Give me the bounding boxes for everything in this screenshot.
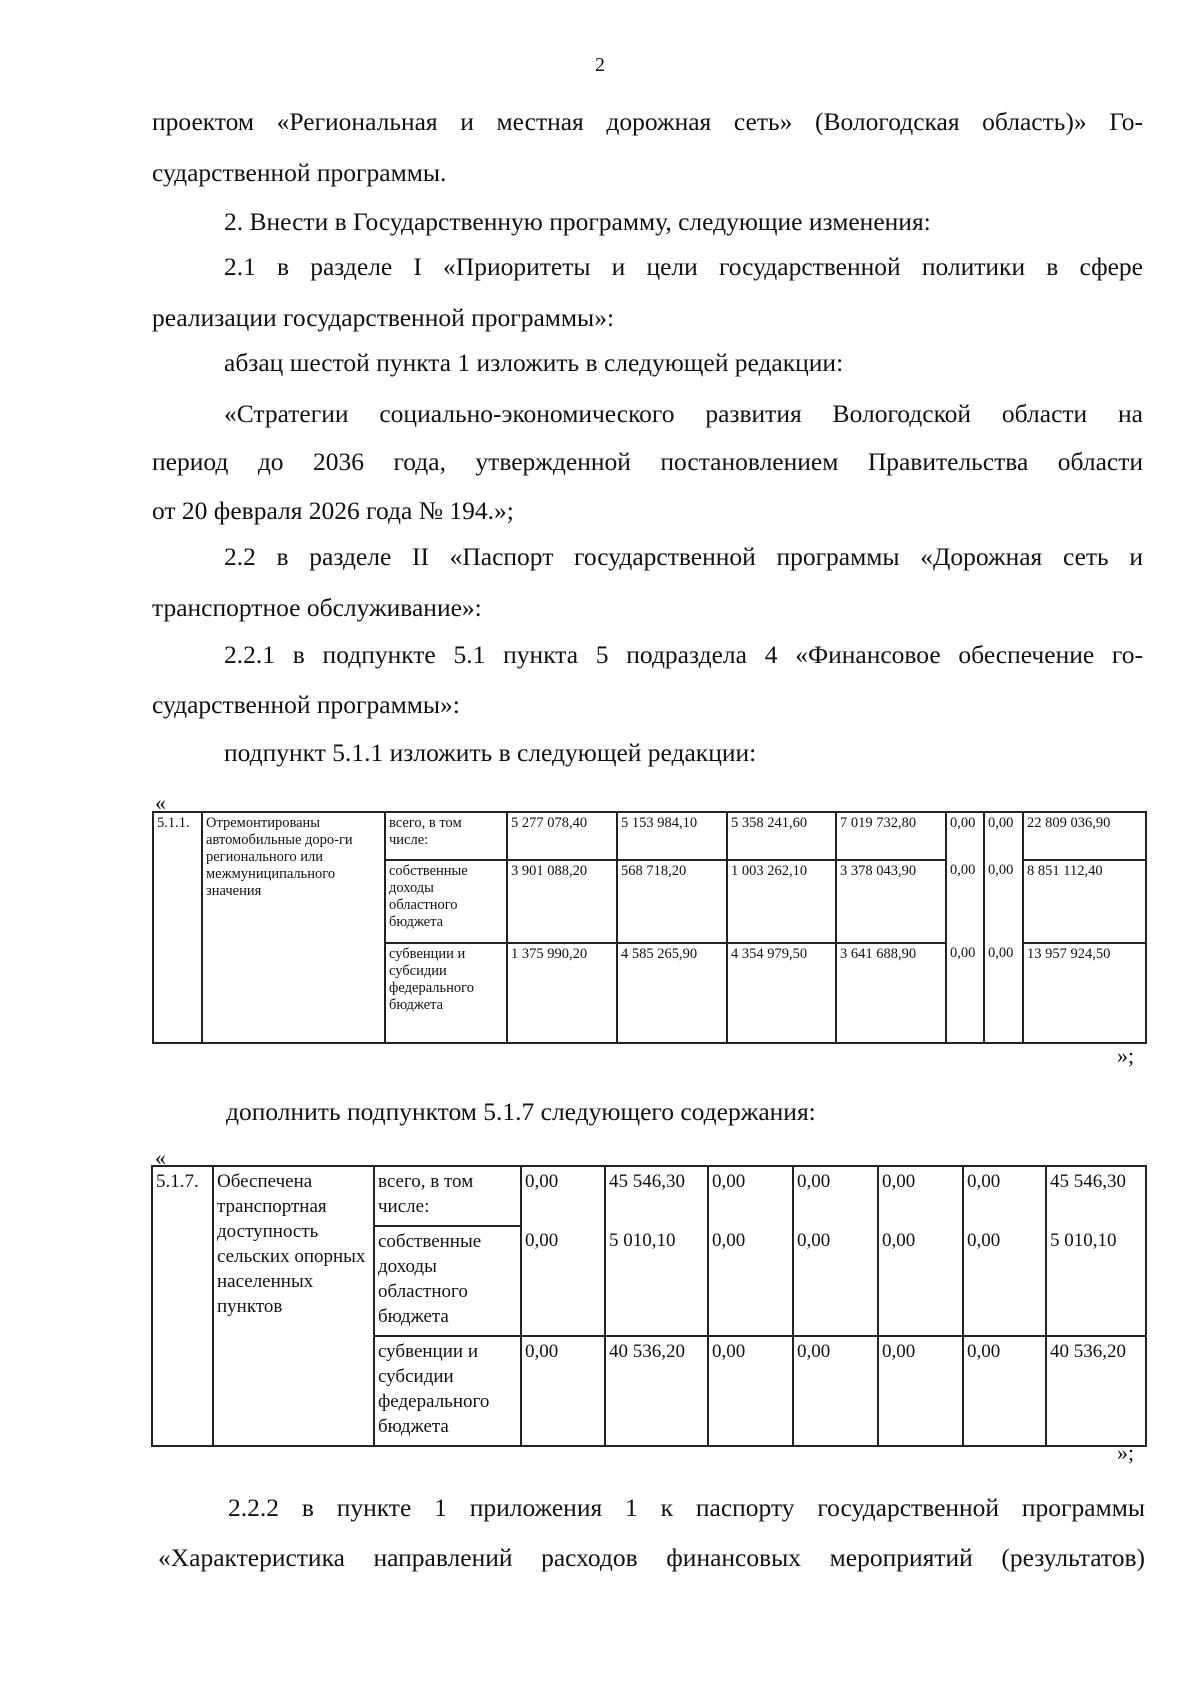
- closing-quote: »;: [1117, 1043, 1135, 1068]
- value-cell: 4 354 979,50: [727, 943, 836, 1043]
- value-cell: 568 718,20: [617, 860, 727, 943]
- row-name-cell: Отремонтированы автомобильные доро-ги регионального или межмуниципального значения: [202, 812, 385, 1043]
- funding-source-cell: субвенции и субсидии федерального бюджета: [385, 943, 507, 1043]
- paragraph-line: транспортное обслуживание»:: [152, 593, 482, 622]
- total-cell: 13 957 924,50: [1023, 943, 1146, 1043]
- table-row: [152, 1166, 1146, 1226]
- funding-source-cell: собственные доходы областного бюджета: [374, 1226, 521, 1336]
- value-cell: 0,00: [946, 860, 984, 943]
- value-cell: 0,00: [793, 1226, 878, 1336]
- paragraph-line: период до 2036 года, утвержденной постановлением Правительства области: [152, 447, 1143, 476]
- value-cell: 3 378 043,90: [836, 860, 946, 943]
- value-cell: 0,00: [521, 1226, 605, 1336]
- value-cell: 0,00: [878, 1226, 963, 1336]
- value-cell: 0,00: [984, 812, 1023, 860]
- funding-source-cell: всего, в том числе:: [374, 1166, 521, 1226]
- value-cell: 3 901 088,20: [507, 860, 617, 943]
- value-cell: 0,00: [708, 1226, 793, 1336]
- value-cell: 3 641 688,90: [836, 943, 946, 1043]
- value-cell: 4 585 265,90: [617, 943, 727, 1043]
- value-cell: 5 277 078,40: [507, 812, 617, 860]
- paragraph-line: «Стратегии социально-экономического развития Вологодской области на: [224, 399, 1143, 428]
- value-cell: 0,00: [946, 943, 984, 1043]
- paragraph-line: абзац шестой пункта 1 изложить в следующей редакции:: [224, 348, 844, 377]
- value-cell: 5 153 984,10: [617, 812, 727, 860]
- value-cell: 0,00: [708, 1166, 793, 1226]
- paragraph-line: 2.2 в разделе II «Паспорт государственной программы «Дорожная сеть и: [224, 542, 1143, 571]
- total-cell: 45 546,30: [1046, 1166, 1146, 1226]
- value-cell: 0,00: [963, 1166, 1046, 1226]
- table-5-1-7: [151, 1165, 1147, 1447]
- value-cell: 1 375 990,20: [507, 943, 617, 1043]
- value-cell: 0,00: [963, 1226, 1046, 1336]
- total-cell: 5 010,10: [1046, 1226, 1146, 1336]
- paragraph-line: «Характеристика направлений расходов финансовых мероприятий (результатов): [158, 1543, 1145, 1572]
- paragraph-line: 2. Внести в Государственную программу, следующие изменения:: [224, 207, 931, 236]
- paragraph-line: 2.1 в разделе I «Приоритеты и цели государственной политики в сфере: [224, 252, 1143, 281]
- paragraph-line: проектом «Региональная и местная дорожная сеть» (Вологодская область)» Го-: [152, 107, 1143, 136]
- closing-quote: »;: [1117, 1440, 1135, 1465]
- paragraph-line: от 20 февраля 2026 года № 194.»;: [152, 496, 514, 525]
- row-number-cell: 5.1.7.: [152, 1166, 213, 1446]
- value-cell: 0,00: [946, 812, 984, 860]
- page-number: 2: [595, 54, 605, 76]
- value-cell: 0,00: [793, 1166, 878, 1226]
- value-cell: 0,00: [963, 1336, 1046, 1446]
- funding-source-cell: всего, в том числе:: [385, 812, 507, 860]
- opening-quote: «: [155, 1145, 166, 1170]
- value-cell: 0,00: [793, 1336, 878, 1446]
- row-number-cell: 5.1.1.: [153, 812, 202, 1043]
- funding-source-cell: собственные доходы областного бюджета: [385, 860, 507, 943]
- paragraph-line: реализации государственной программы»:: [152, 303, 615, 332]
- table-5-1-1: [152, 811, 1147, 1044]
- value-cell: 0,00: [984, 943, 1023, 1043]
- paragraph-line: сударственной программы.: [152, 158, 447, 187]
- value-cell: 0,00: [878, 1336, 963, 1446]
- opening-quote: «: [155, 790, 166, 815]
- total-cell: 40 536,20: [1046, 1336, 1146, 1446]
- value-cell: 0,00: [521, 1336, 605, 1446]
- value-cell: 45 546,30: [605, 1166, 708, 1226]
- paragraph-line: 2.2.2 в пункте 1 приложения 1 к паспорту государственной программы: [228, 1493, 1145, 1522]
- funding-source-cell: субвенции и субсидии федерального бюджета: [374, 1336, 521, 1446]
- paragraph-line: подпункт 5.1.1 изложить в следующей редакции:: [224, 738, 757, 767]
- table-row: [153, 812, 1146, 860]
- paragraph-line: сударственной программы»:: [152, 690, 460, 719]
- value-cell: 40 536,20: [605, 1336, 708, 1446]
- value-cell: 7 019 732,80: [836, 812, 946, 860]
- paragraph-line: дополнить подпунктом 5.1.7 следующего содержания:: [226, 1097, 816, 1126]
- value-cell: 5 010,10: [605, 1226, 708, 1336]
- value-cell: 0,00: [984, 860, 1023, 943]
- value-cell: 0,00: [708, 1336, 793, 1446]
- value-cell: 1 003 262,10: [727, 860, 836, 943]
- paragraph-line: 2.2.1 в подпункте 5.1 пункта 5 подраздела 4 «Финансовое обеспечение го-: [224, 640, 1143, 669]
- value-cell: 0,00: [878, 1166, 963, 1226]
- value-cell: 5 358 241,60: [727, 812, 836, 860]
- row-name-cell: Обеспечена транспортная доступность сельских опорных населенных пунктов: [213, 1166, 374, 1446]
- value-cell: 0,00: [521, 1166, 605, 1226]
- total-cell: 8 851 112,40: [1023, 860, 1146, 943]
- total-cell: 22 809 036,90: [1023, 812, 1146, 860]
